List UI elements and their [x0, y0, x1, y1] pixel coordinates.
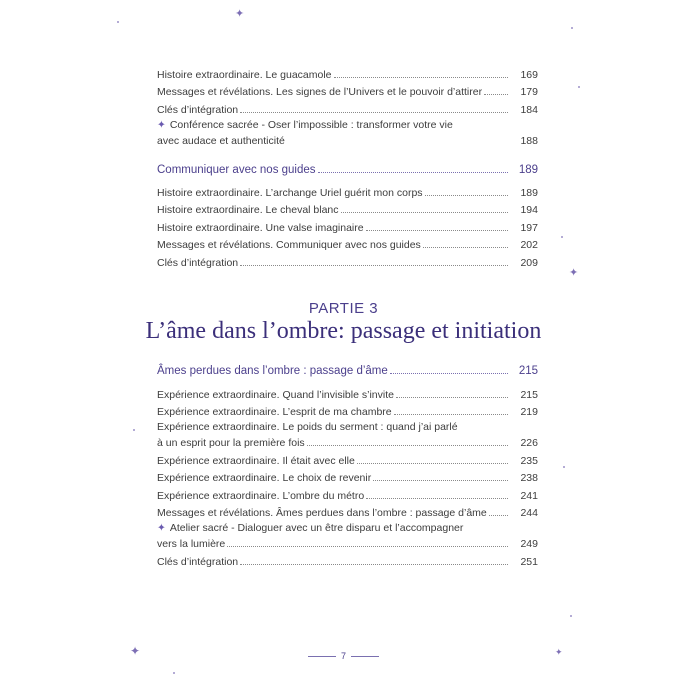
toc-entry[interactable]: Expérience extraordinaire. Quand l’invisible s’invite 215 — [157, 388, 538, 401]
sparkle-bullet-icon: ✦ — [157, 118, 166, 131]
dot-leader — [307, 445, 508, 446]
chapter-heading[interactable]: Âmes perdues dans l’ombre : passage d’âme 215 — [157, 365, 538, 377]
toc-entry[interactable]: Expérience extraordinaire. L’esprit de ma chambre 219 — [157, 406, 538, 418]
chapter-heading[interactable]: Communiquer avec nos guides 189 — [157, 164, 538, 176]
sparkle-star-icon: ✦ — [555, 647, 563, 657]
sparkle-star-icon: ✦ — [130, 644, 141, 658]
star-dot — [571, 27, 573, 29]
dot-leader — [240, 265, 508, 266]
part-title: L’âme dans l’ombre: passage et initiation — [145, 318, 542, 344]
dot-leader — [341, 212, 508, 213]
dot-leader — [366, 498, 508, 499]
toc-entry[interactable]: Clés d’intégration 184 — [157, 103, 538, 116]
dot-leader — [240, 112, 508, 113]
page-number: 7 — [340, 651, 346, 661]
dot-leader — [227, 546, 508, 547]
sparkle-bullet-icon: ✦ — [157, 522, 166, 534]
star-dot — [561, 236, 563, 238]
toc-entry[interactable]: Histoire extraordinaire. L’archange Uriel guérit mon corps 189 — [157, 186, 538, 199]
footer-rule — [351, 656, 379, 657]
dot-leader — [484, 94, 508, 95]
dot-leader — [240, 564, 508, 565]
toc-entry[interactable]: Histoire extraordinaire. Une valse imaginaire 197 — [157, 221, 538, 234]
star-dot — [578, 86, 580, 88]
sparkle-star-icon: ✦ — [569, 267, 579, 279]
dot-leader — [318, 172, 508, 173]
dot-leader — [423, 247, 508, 248]
footer-rule — [308, 656, 336, 657]
star-dot — [570, 615, 572, 617]
toc-entry-multiline[interactable]: Expérience extraordinaire. Le poids du serment : quand j’ai parlé à un esprit pour la première fois 226 — [157, 421, 538, 449]
dot-leader — [394, 414, 508, 415]
toc-entry-atelier[interactable]: ✦ Atelier sacré - Dialoguer avec un être disparu et l’accompagner vers la lumière 249 — [157, 522, 538, 550]
dot-leader — [396, 397, 508, 398]
dot-leader — [425, 195, 508, 196]
sparkle-star-icon: ✦ — [235, 8, 245, 20]
toc-chapter-2 — [157, 157, 538, 269]
toc-entry[interactable]: Messages et révélations. Communiquer avec nos guides 202 — [157, 239, 538, 251]
toc-chapter-3 — [157, 358, 538, 568]
dot-leader — [366, 230, 508, 231]
star-dot — [563, 466, 565, 468]
toc-entry[interactable]: Messages et révélations. Les signes de l’Univers et le pouvoir d’attirer 179 — [157, 86, 538, 98]
star-dot — [133, 429, 135, 431]
toc-entry[interactable]: Messages et révélations. Âmes perdues dans l’ombre : passage d’âme 244 — [157, 507, 538, 519]
toc-entry-conference[interactable]: ✦ Conférence sacrée - Oser l’impossible : transformer votre vie avec audace et authenticité 188 — [157, 118, 538, 147]
star-dot — [117, 21, 119, 23]
dot-leader — [357, 463, 508, 464]
toc-entry[interactable]: Expérience extraordinaire. Le choix de revenir 238 — [157, 472, 538, 484]
star-dot — [173, 672, 175, 674]
toc-entry[interactable]: Histoire extraordinaire. Le guacamole 169 — [157, 68, 538, 81]
toc-section-1 — [157, 63, 538, 147]
dot-leader — [334, 77, 508, 78]
part-label: PARTIE 3 — [308, 300, 379, 317]
toc-entry[interactable]: Clés d’intégration 251 — [157, 555, 538, 568]
dot-leader — [373, 480, 508, 481]
dot-leader — [390, 373, 508, 374]
toc-entry[interactable]: Expérience extraordinaire. Il était avec elle 235 — [157, 454, 538, 467]
toc-entry[interactable]: Histoire extraordinaire. Le cheval blanc 194 — [157, 204, 538, 216]
dot-leader — [489, 515, 508, 516]
toc-entry[interactable]: Expérience extraordinaire. L’ombre du métro 241 — [157, 489, 538, 502]
page-footer — [0, 651, 687, 661]
toc-entry[interactable]: Clés d’intégration 209 — [157, 256, 538, 269]
